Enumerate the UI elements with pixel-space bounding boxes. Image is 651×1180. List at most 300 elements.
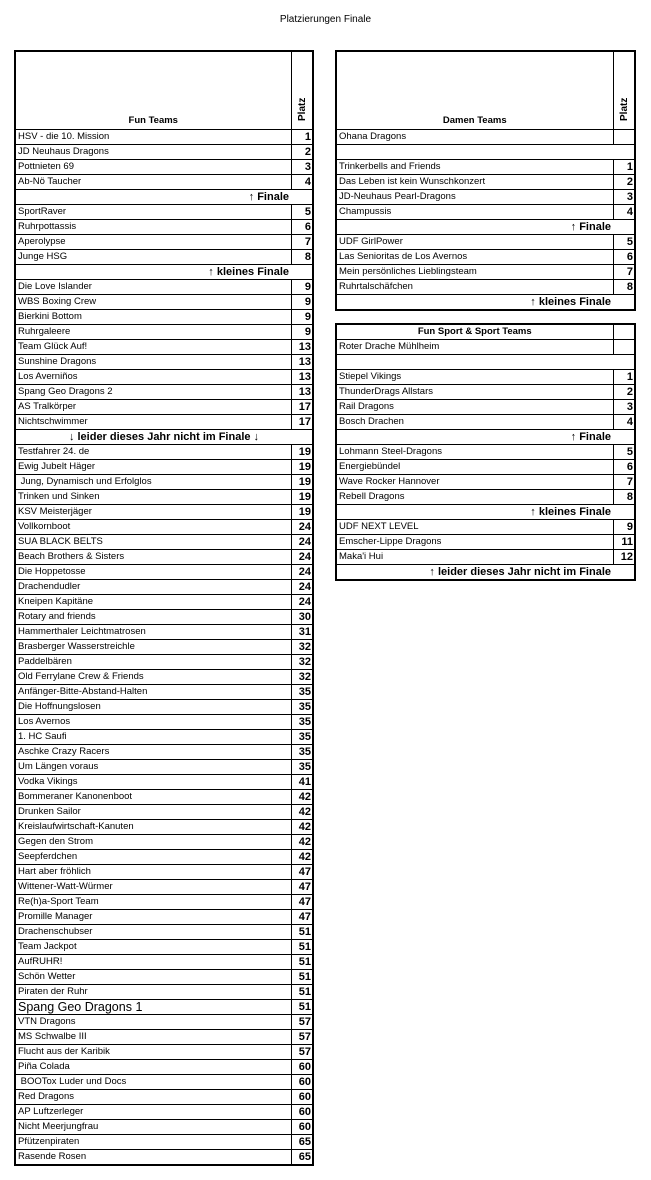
team-name: Trinkerbells and Friends [336,160,613,175]
platz-value: 6 [613,250,635,265]
team-name: Kneipen Kapitäne [15,595,291,610]
team-row [15,235,313,250]
team-row [15,220,313,235]
platz-value: 35 [291,745,313,760]
team-row [336,415,635,430]
platz-value: 41 [291,775,313,790]
header-row [336,324,635,340]
team-name: SportRaver [15,205,291,220]
team-name: Testfahrer 24. de [15,445,291,460]
team-row [15,910,313,925]
platz-value: 2 [291,145,313,160]
platz-value: 24 [291,580,313,595]
platz-header: Platz [296,97,308,121]
team-name: Die Love Islander [15,280,291,295]
team-name: Jung, Dynamisch und Erfolglos [15,475,291,490]
team-row [336,490,635,505]
team-row [15,850,313,865]
team-row [15,880,313,895]
team-name: Anfänger-Bitte-Abstand-Halten [15,685,291,700]
platz-value: 2 [613,175,635,190]
platz-value: 47 [291,880,313,895]
team-row [15,760,313,775]
team-row [15,325,313,340]
platz-value: 19 [291,445,313,460]
team-name: Old Ferrylane Crew & Friends [15,670,291,685]
team-row [15,655,313,670]
sport-teams-table [335,323,636,581]
platz-value: 7 [613,475,635,490]
team-name: Wave Rocker Hannover [336,475,613,490]
team-row [15,565,313,580]
platz-value: 11 [613,535,635,550]
platz-value [613,130,635,145]
platz-header-cell [613,324,635,340]
platz-value: 51 [291,1000,313,1015]
team-name: Ruhrtalschäfchen [336,280,613,295]
team-row [15,820,313,835]
team-name: Spang Geo Dragons 2 [15,385,291,400]
team-name: KSV Meisterjäger [15,505,291,520]
team-row [15,595,313,610]
platz-value: 32 [291,640,313,655]
team-name: Spang Geo Dragons 1 [15,1000,291,1015]
team-row [336,370,635,385]
platz-value: 4 [613,205,635,220]
team-row [336,385,635,400]
team-name: Hammerthaler Leichtmatrosen [15,625,291,640]
platz-value: 35 [291,760,313,775]
team-name: Junge HSG [15,250,291,265]
platz-value: 8 [613,280,635,295]
team-name: Rail Dragons [336,400,613,415]
team-name: Ohana Dragons [336,130,613,145]
platz-value: 35 [291,730,313,745]
platz-value: 42 [291,820,313,835]
team-name: SUA BLACK BELTS [15,535,291,550]
separator-blank [291,190,313,205]
platz-value: 60 [291,1090,313,1105]
team-row [15,715,313,730]
team-name: Vollkornboot [15,520,291,535]
platz-value: 13 [291,355,313,370]
platz-value: 5 [613,235,635,250]
platz-value: 51 [291,970,313,985]
team-name: Promille Manager [15,910,291,925]
team-row [336,460,635,475]
header-row [336,51,635,130]
platz-value: 8 [291,250,313,265]
team-name: Sunshine Dragons [15,355,291,370]
team-row [15,340,313,355]
team-row [15,295,313,310]
team-name: Rotary and friends [15,610,291,625]
team-name: Ewig Jubelt Häger [15,460,291,475]
team-name: Red Dragons [15,1090,291,1105]
platz-value: 7 [613,265,635,280]
platz-value: 35 [291,715,313,730]
platz-value: 31 [291,625,313,640]
separator-blank [613,220,635,235]
team-row [15,1150,313,1166]
damen-teams-header: Damen Teams [336,51,613,130]
team-row [15,250,313,265]
team-name: AP Luftzerleger [15,1105,291,1120]
team-row [336,550,635,565]
platz-value: 2 [613,385,635,400]
team-name: Pottnieten 69 [15,160,291,175]
team-name: Roter Drache Mühlheim [336,340,613,355]
team-row [15,925,313,940]
team-row [15,610,313,625]
platz-value: 57 [291,1030,313,1045]
team-row [15,160,313,175]
separator-label: ↑ kleines Finale [15,265,291,280]
platz-value: 47 [291,895,313,910]
platz-value: 6 [613,460,635,475]
blank-row [336,145,635,160]
platz-value: 9 [291,325,313,340]
platz-value: 9 [291,310,313,325]
platz-value: 1 [291,130,313,145]
platz-value: 60 [291,1120,313,1135]
separator-row [336,430,635,445]
separator-blank [613,295,635,311]
team-row [15,400,313,415]
team-row [15,1000,313,1015]
team-name: Gegen den Strom [15,835,291,850]
platz-value: 60 [291,1060,313,1075]
team-name: Bierkini Bottom [15,310,291,325]
platz-value: 12 [613,550,635,565]
platz-value: 9 [291,295,313,310]
team-row [336,340,635,355]
team-row [15,550,313,565]
platz-value: 42 [291,850,313,865]
team-row [336,235,635,250]
team-row [15,475,313,490]
team-row [15,355,313,370]
team-name: WBS Boxing Crew [15,295,291,310]
team-row [15,520,313,535]
team-name: JD-Neuhaus Pearl-Dragons [336,190,613,205]
platz-value: 24 [291,535,313,550]
team-row [15,1015,313,1030]
team-name: UDF GirlPower [336,235,613,250]
platz-value: 4 [613,415,635,430]
team-row [15,415,313,430]
platz-value: 6 [291,220,313,235]
team-row [336,160,635,175]
header-row [15,51,313,130]
team-name: Los Avernos [15,715,291,730]
separator-label: ↑ Finale [336,220,613,235]
platz-value: 24 [291,550,313,565]
separator-row [15,265,313,280]
separator-blank [613,565,635,581]
team-row [336,535,635,550]
platz-value: 1 [613,370,635,385]
platz-value: 9 [291,280,313,295]
blank-cell [336,355,635,370]
team-row [15,505,313,520]
team-row [15,745,313,760]
team-name: Drunken Sailor [15,805,291,820]
team-row [15,370,313,385]
separator-row [336,220,635,235]
platz-value: 19 [291,460,313,475]
platz-value: 60 [291,1075,313,1090]
team-name: Drachenschubser [15,925,291,940]
team-row [15,310,313,325]
platz-value: 57 [291,1045,313,1060]
team-name: Vodka Vikings [15,775,291,790]
separator-label: ↓ leider dieses Jahr nicht im Finale ↓ [15,430,313,445]
platz-value: 24 [291,565,313,580]
separator-label: ↑ kleines Finale [336,505,613,520]
separator-label: ↑ Finale [336,430,613,445]
team-row [336,190,635,205]
separator-row [336,295,635,311]
team-row [15,1030,313,1045]
platz-value: 13 [291,385,313,400]
platz-value: 13 [291,340,313,355]
platz-value: 3 [291,160,313,175]
team-name: UDF NEXT LEVEL [336,520,613,535]
team-name: Ruhrpottassis [15,220,291,235]
team-name: Paddelbären [15,655,291,670]
team-row [15,175,313,190]
team-row [15,970,313,985]
page-title: Platzierungen Finale [279,14,372,25]
team-row [15,790,313,805]
platz-value: 5 [613,445,635,460]
team-row [15,1090,313,1105]
team-name: Team Glück Auf! [15,340,291,355]
separator-blank [291,265,313,280]
platz-value: 3 [613,400,635,415]
platz-value: 7 [291,235,313,250]
team-row [336,400,635,415]
team-name: AufRUHR! [15,955,291,970]
team-name: Flucht aus der Karibik [15,1045,291,1060]
platz-header-cell [291,51,313,130]
team-row [336,475,635,490]
team-name: Pfützenpiraten [15,1135,291,1150]
team-name: Die Hoffnungslosen [15,700,291,715]
team-name: Beach Brothers & Sisters [15,550,291,565]
team-name: Seepferdchen [15,850,291,865]
platz-value: 8 [613,490,635,505]
team-name: VTN Dragons [15,1015,291,1030]
platz-value: 42 [291,835,313,850]
team-name: Wittener-Watt-Würmer [15,880,291,895]
team-row [15,895,313,910]
team-row [336,280,635,295]
team-row [15,1075,313,1090]
team-row [15,835,313,850]
separator-label: ↑ Finale [15,190,291,205]
team-row [15,625,313,640]
team-row [15,985,313,1000]
blank-row [336,355,635,370]
team-row [336,130,635,145]
team-name: Trinken und Sinken [15,490,291,505]
team-name: AS Tralkörper [15,400,291,415]
team-name: Mein persönliches Lieblingsteam [336,265,613,280]
team-name: Die Hoppetosse [15,565,291,580]
team-row [336,205,635,220]
team-row [15,865,313,880]
platz-value: 13 [291,370,313,385]
team-name: Champussis [336,205,613,220]
platz-value: 5 [291,205,313,220]
team-name: Piraten der Ruhr [15,985,291,1000]
team-row [15,445,313,460]
blank-cell [336,145,635,160]
team-row [336,175,635,190]
team-name: Bommeraner Kanonenboot [15,790,291,805]
platz-value: 42 [291,790,313,805]
team-row [15,535,313,550]
team-name: Re(h)a-Sport Team [15,895,291,910]
platz-value: 19 [291,475,313,490]
team-row [15,580,313,595]
platz-value: 32 [291,655,313,670]
team-row [15,1060,313,1075]
separator-row [336,565,635,581]
team-name: ThunderDrags Allstars [336,385,613,400]
team-name: BOOTox Luder und Docs [15,1075,291,1090]
team-row [15,460,313,475]
team-row [15,385,313,400]
team-row [15,280,313,295]
team-name: Energiebündel [336,460,613,475]
platz-value: 51 [291,985,313,1000]
team-name: Aschke Crazy Racers [15,745,291,760]
platz-value: 24 [291,520,313,535]
team-row [336,520,635,535]
platz-value: 17 [291,415,313,430]
team-row [336,250,635,265]
team-row [336,265,635,280]
platz-value: 51 [291,955,313,970]
separator-label: ↑ leider dieses Jahr nicht im Finale [336,565,613,581]
team-name: Maka'i Hui [336,550,613,565]
platz-header: Platz [618,97,630,121]
team-row [15,670,313,685]
team-name: Brasberger Wasserstreichle [15,640,291,655]
team-row [15,805,313,820]
platz-value: 57 [291,1015,313,1030]
team-row [15,700,313,715]
team-name: Aperolypse [15,235,291,250]
team-name: Team Jackpot [15,940,291,955]
team-row [15,730,313,745]
team-row [15,955,313,970]
team-name: Bosch Drachen [336,415,613,430]
team-name: Stiepel Vikings [336,370,613,385]
damen-teams-table [335,50,636,311]
platz-value: 3 [613,190,635,205]
team-name: Das Leben ist kein Wunschkonzert [336,175,613,190]
team-name: Lohmann Steel-Dragons [336,445,613,460]
team-row [15,1120,313,1135]
platz-value: 9 [613,520,635,535]
team-name: HSV - die 10. Mission [15,130,291,145]
team-row [15,1135,313,1150]
platz-value: 1 [613,160,635,175]
separator-row [15,190,313,205]
platz-value: 47 [291,910,313,925]
platz-value: 19 [291,505,313,520]
separator-label: ↑ kleines Finale [336,295,613,311]
team-name: Piña Colada [15,1060,291,1075]
team-name: Rasende Rosen [15,1150,291,1166]
team-name: Kreislaufwirtschaft-Kanuten [15,820,291,835]
team-row [15,775,313,790]
team-row [336,445,635,460]
platz-value: 65 [291,1150,313,1166]
platz-value: 47 [291,865,313,880]
platz-value: 32 [291,670,313,685]
sport-teams-header: Fun Sport & Sport Teams [336,324,613,340]
separator-blank [613,430,635,445]
team-row [15,205,313,220]
platz-value: 19 [291,490,313,505]
team-name: 1. HC Saufi [15,730,291,745]
platz-value: 30 [291,610,313,625]
team-name: Um Längen voraus [15,760,291,775]
team-row [15,145,313,160]
platz-header-cell [613,51,635,130]
separator-blank [613,505,635,520]
platz-value: 35 [291,685,313,700]
team-row [15,685,313,700]
platz-value: 65 [291,1135,313,1150]
team-name: Hart aber fröhlich [15,865,291,880]
team-row [15,130,313,145]
team-name: Nichtschwimmer [15,415,291,430]
team-name: Los Averniños [15,370,291,385]
team-name: Ruhrgaleere [15,325,291,340]
separator-row [15,430,313,445]
team-row [15,640,313,655]
platz-value [613,340,635,355]
team-name: JD Neuhaus Dragons [15,145,291,160]
team-name: Las Senioritas de Los Avernos [336,250,613,265]
team-name: Emscher-Lippe Dragons [336,535,613,550]
platz-value: 51 [291,925,313,940]
platz-value: 42 [291,805,313,820]
team-name: Drachendudler [15,580,291,595]
platz-value: 60 [291,1105,313,1120]
team-name: Schön Wetter [15,970,291,985]
team-name: Ab-Nö Taucher [15,175,291,190]
fun-teams-header: Fun Teams [15,51,291,130]
team-row [15,490,313,505]
team-row [15,1045,313,1060]
platz-value: 24 [291,595,313,610]
team-row [15,940,313,955]
platz-value: 51 [291,940,313,955]
fun-teams-table [14,50,314,1166]
platz-value: 4 [291,175,313,190]
team-name: Nicht Meerjungfrau [15,1120,291,1135]
platz-value: 35 [291,700,313,715]
team-name: Rebell Dragons [336,490,613,505]
team-name: MS Schwalbe III [15,1030,291,1045]
